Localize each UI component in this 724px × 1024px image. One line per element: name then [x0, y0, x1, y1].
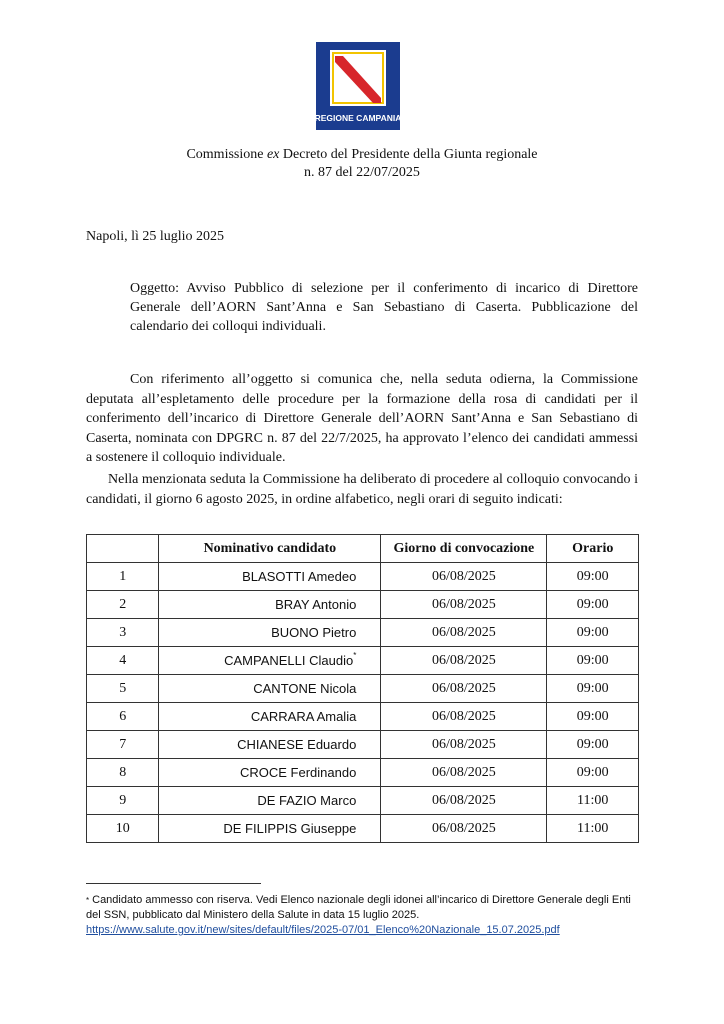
convocation-day: 06/08/2025 [381, 759, 547, 787]
candidate-name: CAMPANELLI Claudio* [159, 647, 381, 675]
candidate-name: CARRARA Amalia [159, 703, 381, 731]
footnote [86, 893, 646, 938]
row-number: 7 [87, 731, 159, 759]
time: 11:00 [547, 787, 639, 815]
convocation-day: 06/08/2025 [381, 815, 547, 843]
time: 09:00 [547, 647, 639, 675]
table-row [87, 619, 639, 647]
body-paragraph-1: Con riferimento all’oggetto si comunica che, nella seduta odierna, la Commissione deputata all’espletamento delle procedure per la formazione della rosa di candidati per il conferimento dell’incarico di Direttore Generale dell’AORN Sant’Anna e San Sebastiano di Caserta, nominata con DPGRC n. 87 del 22/7/2025, ha approvato l’elenco dei candidati ammessi a sostenere il colloquio individuale. [86, 372, 638, 465]
date-line: Napoli, lì 25 luglio 2025 [86, 229, 225, 244]
time: 09:00 [547, 591, 639, 619]
header-number [87, 535, 159, 563]
table-row [87, 731, 639, 759]
convocation-day: 06/08/2025 [381, 675, 547, 703]
time: 11:00 [547, 815, 639, 843]
candidate-name: CROCE Ferdinando [159, 759, 381, 787]
candidate-name: DE FAZIO Marco [159, 787, 381, 815]
regione-campania-logo [316, 42, 400, 130]
header-day: Giorno di convocazione [381, 535, 547, 563]
table-row [87, 759, 639, 787]
row-number: 2 [87, 591, 159, 619]
row-number: 9 [87, 787, 159, 815]
convocation-day: 06/08/2025 [381, 563, 547, 591]
row-number: 8 [87, 759, 159, 787]
row-number: 10 [87, 815, 159, 843]
commission-number: n. 87 del 22/07/2025 [304, 165, 420, 180]
table-row [87, 703, 639, 731]
footnote-mark: * [86, 896, 90, 905]
convocation-day: 06/08/2025 [381, 787, 547, 815]
candidate-name: CHIANESE Eduardo [159, 731, 381, 759]
header-time: Orario [547, 535, 639, 563]
footnote-text: Candidato ammesso con riserva. Vedi Elenco nazionale degli idonei all’incarico di Direttore Generale degli Enti del SSN, pubblicato dal Ministero della Salute in data 15 luglio 2025. [86, 894, 631, 921]
convocation-day: 06/08/2025 [381, 703, 547, 731]
convocation-day: 06/08/2025 [381, 731, 547, 759]
candidate-name: BUONO Pietro [159, 619, 381, 647]
candidate-name: CANTONE Nicola [159, 675, 381, 703]
time: 09:00 [547, 759, 639, 787]
footnote-separator [86, 883, 261, 884]
convocation-day: 06/08/2025 [381, 619, 547, 647]
candidate-name: DE FILIPPIS Giuseppe [159, 815, 381, 843]
commission-suffix: Decreto del Presidente della Giunta regionale [282, 147, 538, 162]
time: 09:00 [547, 703, 639, 731]
body-paragraph-2: Nella menzionata seduta la Commissione ha deliberato di procedere al colloquio convocando i candidati, il giorno 6 agosto 2025, in ordine alfabetico, negli orari di seguito indicati: [86, 472, 638, 507]
logo-text: REGIONE CAMPANIA [316, 113, 400, 123]
table-row [87, 815, 639, 843]
footnote-link[interactable]: https://www.salute.gov.it/new/sites/default/files/2025-07/01_Elenco%20Nazionale_15.07.2025.pdf [86, 924, 560, 936]
time: 09:00 [547, 731, 639, 759]
row-number: 5 [87, 675, 159, 703]
time: 09:00 [547, 675, 639, 703]
row-number: 1 [87, 563, 159, 591]
row-number: 6 [87, 703, 159, 731]
commission-ex: ex [266, 147, 280, 162]
footnote-reference[interactable]: * [353, 651, 357, 660]
table-row [87, 591, 639, 619]
schedule-table [86, 534, 639, 843]
table-row [87, 647, 639, 675]
candidate-name: BRAY Antonio [159, 591, 381, 619]
header-candidate: Nominativo candidato [159, 535, 381, 563]
commission-prefix: Commissione [186, 147, 264, 162]
convocation-day: 06/08/2025 [381, 591, 547, 619]
subject-paragraph: Oggetto: Avviso Pubblico di selezione per il conferimento di incarico di Direttore Generale dell’AORN Sant’Anna e San Sebastiano di Caserta. Pubblicazione del calendario dei colloqui individuali. [130, 281, 638, 334]
row-number: 3 [87, 619, 159, 647]
commission-heading [80, 146, 644, 182]
table-row [87, 675, 639, 703]
row-number: 4 [87, 647, 159, 675]
convocation-day: 06/08/2025 [381, 647, 547, 675]
table-header-row [87, 535, 639, 563]
time: 09:00 [547, 619, 639, 647]
candidate-name: BLASOTTI Amedeo [159, 563, 381, 591]
table-row [87, 563, 639, 591]
time: 09:00 [547, 563, 639, 591]
table-row [87, 787, 639, 815]
